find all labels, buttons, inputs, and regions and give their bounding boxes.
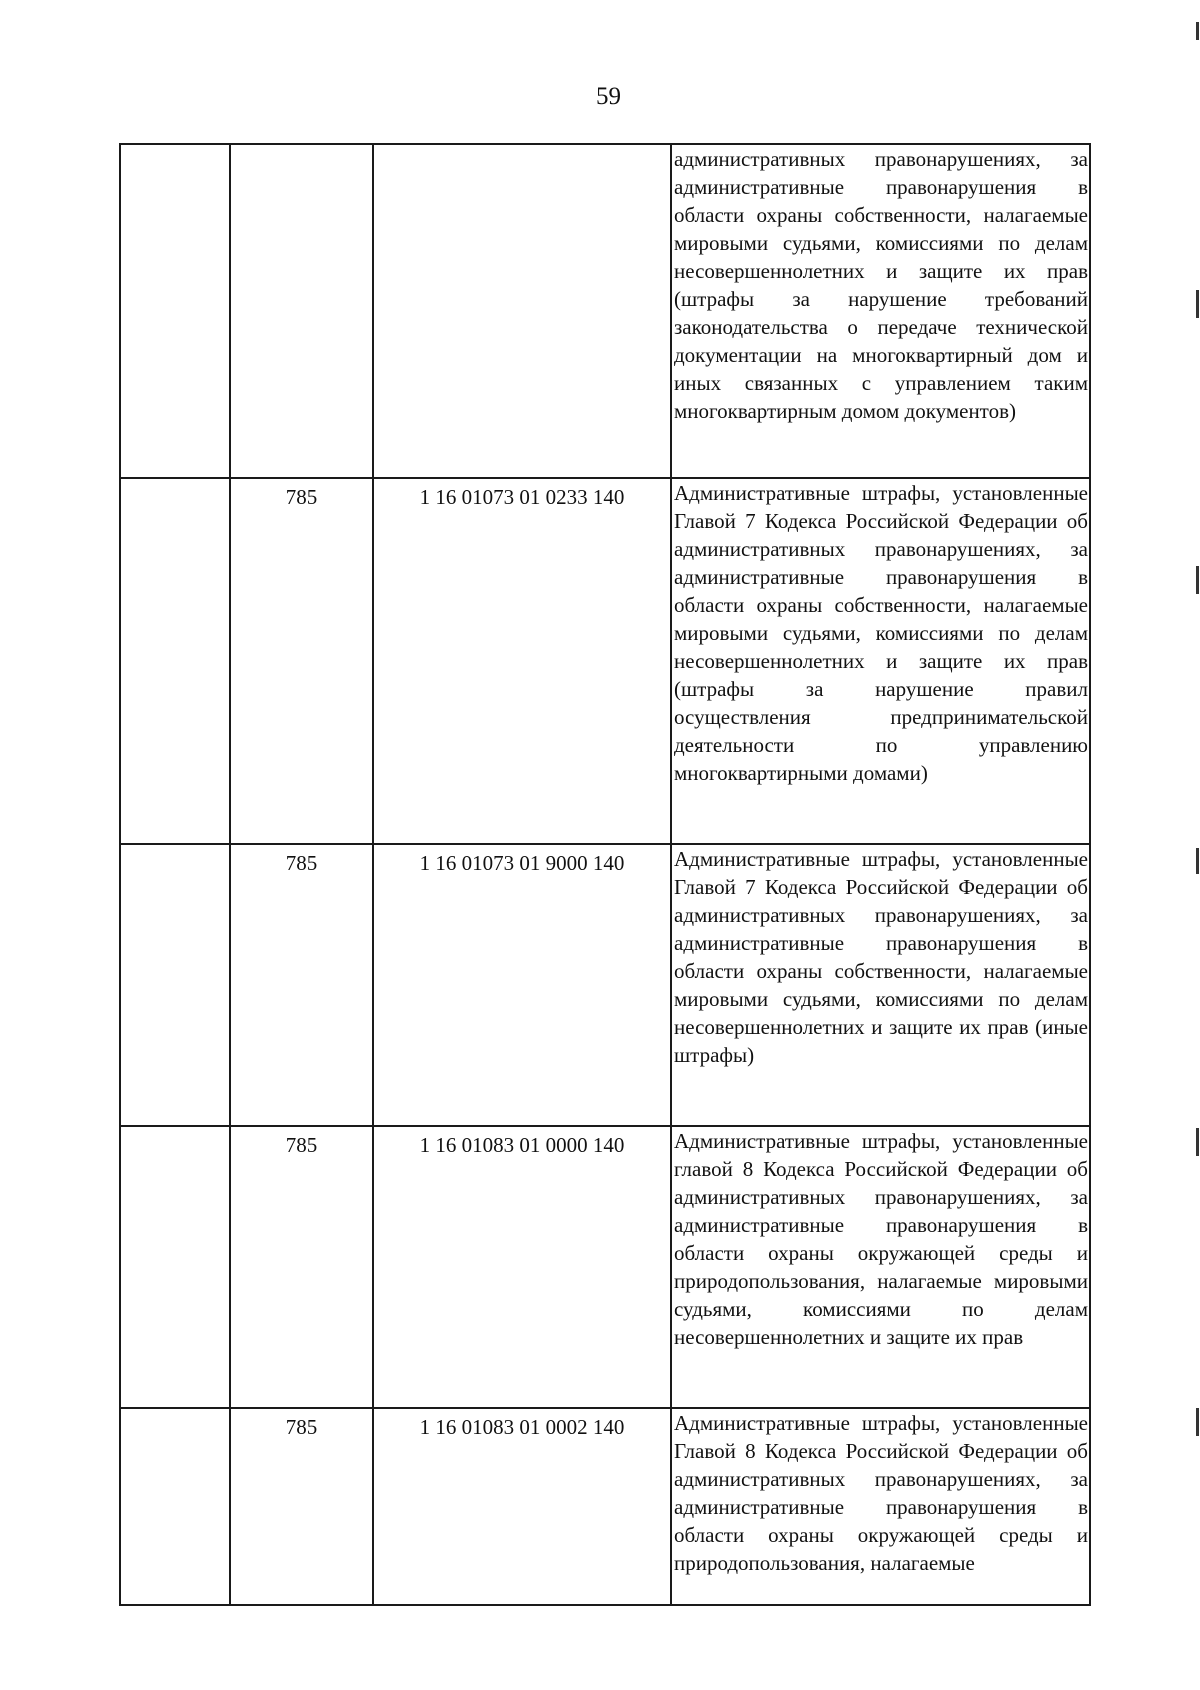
- page-number: 59: [596, 83, 621, 110]
- empty-cell: [120, 478, 230, 844]
- administrator-code-cell: 785: [230, 844, 373, 1126]
- table-row: [120, 1126, 1090, 1408]
- scan-mark: [1196, 1128, 1199, 1156]
- scan-mark: [1196, 22, 1199, 40]
- description-cell: Административные штрафы, установленные Главой 8 Кодекса Российской Федерации об административных правонарушениях, за административные правонарушения в области охраны окружающей среды и природопользования, налагаемые: [671, 1408, 1090, 1605]
- empty-cell: [120, 1126, 230, 1408]
- description-cell: Административные штрафы, установленные Главой 7 Кодекса Российской Федерации об административных правонарушениях, за административные правонарушения в области охраны собственности, налагаемые мировыми судьями, комиссиями по делам несовершеннолетних и защите их прав (иные штрафы): [671, 844, 1090, 1126]
- empty-cell: [120, 1408, 230, 1605]
- table-row: [120, 1408, 1090, 1605]
- scan-mark: [1196, 848, 1199, 874]
- administrator-code-cell: [230, 144, 373, 478]
- administrator-code-cell: 785: [230, 1408, 373, 1605]
- budget-code-cell: 1 16 01083 01 0000 140: [373, 1126, 671, 1408]
- table-row: [120, 144, 1090, 478]
- table-row: [120, 844, 1090, 1126]
- budget-code-cell: 1 16 01073 01 9000 140: [373, 844, 671, 1126]
- budget-codes-table: [119, 143, 1091, 1606]
- scan-mark: [1196, 1408, 1199, 1436]
- description-cell: Административные штрафы, установленные главой 8 Кодекса Российской Федерации об административных правонарушениях, за административные правонарушения в области охраны окружающей среды и природопользования, налагаемые мировыми судьями, комиссиями по делам несовершеннолетних и защите их прав: [671, 1126, 1090, 1408]
- administrator-code-cell: 785: [230, 1126, 373, 1408]
- table-row: [120, 478, 1090, 844]
- description-cell: административных правонарушениях, за административные правонарушения в области охраны собственности, налагаемые мировыми судьями, комиссиями по делам несовершеннолетних и защите их прав (штрафы за нарушение требований законодательства о передаче технической документации на многоквартирный дом и иных связанных с управлением таким многоквартирным домом документов): [671, 144, 1090, 478]
- scan-mark: [1196, 566, 1199, 594]
- budget-code-cell: 1 16 01073 01 0233 140: [373, 478, 671, 844]
- budget-code-cell: [373, 144, 671, 478]
- budget-code-cell: 1 16 01083 01 0002 140: [373, 1408, 671, 1605]
- description-cell: Административные штрафы, установленные Главой 7 Кодекса Российской Федерации об административных правонарушениях, за административные правонарушения в области охраны собственности, налагаемые мировыми судьями, комиссиями по делам несовершеннолетних и защите их прав (штрафы за нарушение правил осуществления предпринимательской деятельности по управлению многоквартирными домами): [671, 478, 1090, 844]
- administrator-code-cell: 785: [230, 478, 373, 844]
- empty-cell: [120, 844, 230, 1126]
- scan-mark: [1196, 290, 1199, 318]
- empty-cell: [120, 144, 230, 478]
